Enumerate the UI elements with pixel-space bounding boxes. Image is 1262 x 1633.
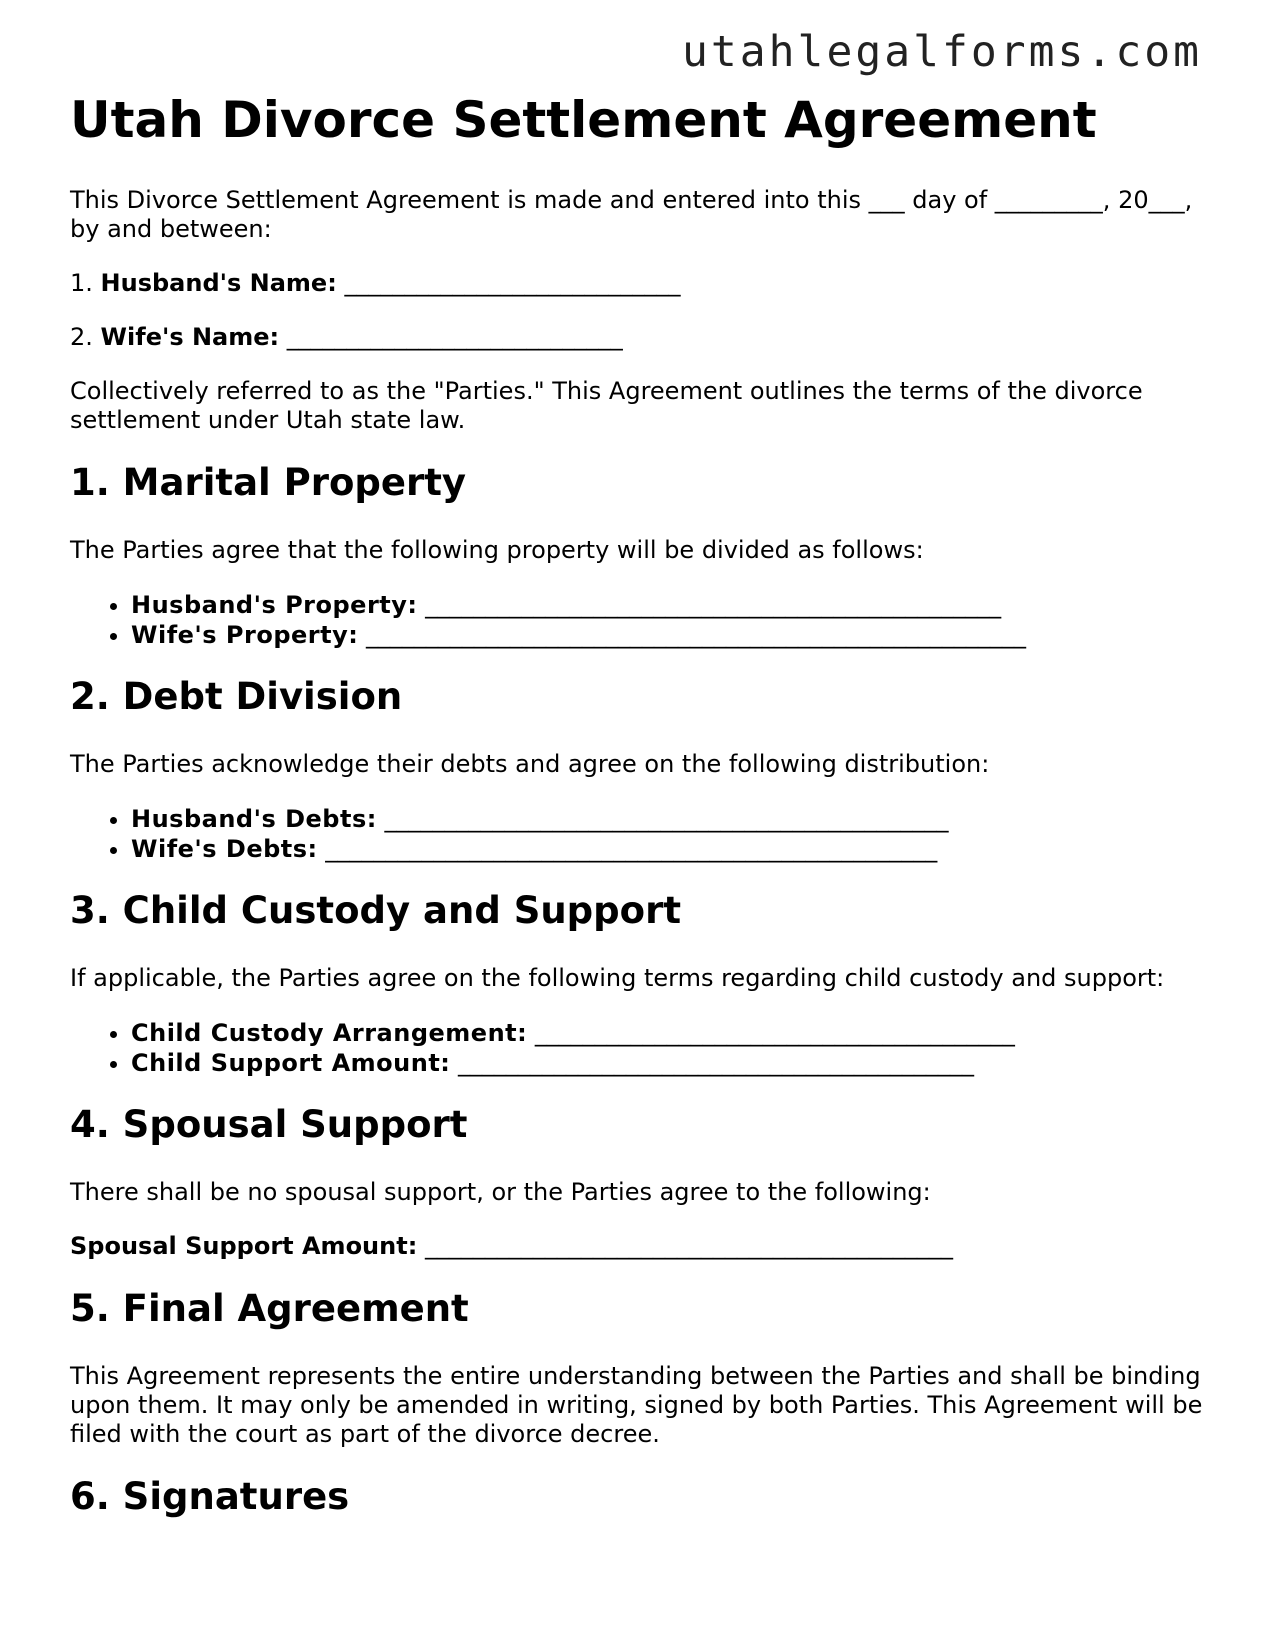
- site-watermark: utahlegalforms.com: [682, 27, 1202, 77]
- wife-property-label: Wife's Property:: [131, 621, 359, 649]
- husband-debts-field[interactable]: _______________________________________________: [384, 805, 949, 833]
- list-item: [131, 804, 1210, 834]
- husband-debts-label: Husband's Debts:: [131, 805, 377, 833]
- wife-name-number: 2.: [70, 323, 93, 351]
- section-heading-child-custody: 3. Child Custody and Support: [70, 889, 682, 932]
- list-item: [131, 834, 1210, 864]
- marital-property-text: The Parties agree that the following property will be divided as follows:: [70, 536, 924, 564]
- spousal-support-label: Spousal Support Amount:: [70, 1232, 418, 1260]
- husband-property-field[interactable]: ________________________________________________: [425, 591, 1002, 619]
- husband-name-number: 1.: [70, 269, 93, 297]
- document-title: Utah Divorce Settlement Agreement: [70, 91, 1097, 149]
- spousal-support-line: [70, 1232, 1210, 1261]
- debt-division-text: The Parties acknowledge their debts and agree on the following distribution:: [70, 750, 990, 778]
- document-page: [70, 88, 1210, 1550]
- list-item: [131, 620, 1210, 650]
- debt-division-list: [70, 804, 1210, 864]
- husband-property-label: Husband's Property:: [131, 591, 418, 619]
- wife-name-label: Wife's Name:: [100, 323, 280, 351]
- section-heading-signatures: 6. Signatures: [70, 1475, 350, 1518]
- husband-name-field[interactable]: ____________________________: [344, 269, 681, 297]
- child-custody-text: If applicable, the Parties agree on the following terms regarding child custody and support:: [70, 964, 1165, 992]
- spousal-support-text: There shall be no spousal support, or the Parties agree to the following:: [70, 1178, 931, 1206]
- spousal-support-field[interactable]: ____________________________________________: [424, 1232, 953, 1260]
- marital-property-list: [70, 590, 1210, 650]
- list-item: [131, 1018, 1210, 1048]
- child-support-field[interactable]: ___________________________________________: [458, 1049, 975, 1077]
- wife-name-field[interactable]: ____________________________: [286, 323, 623, 351]
- husband-name-label: Husband's Name:: [100, 269, 337, 297]
- list-item: [131, 1048, 1210, 1078]
- section-heading-spousal-support: 4. Spousal Support: [70, 1103, 468, 1146]
- list-item: [131, 590, 1210, 620]
- wife-debts-field[interactable]: ___________________________________________________: [325, 835, 938, 863]
- collective-paragraph: Collectively referred to as the "Parties." This Agreement outlines the terms of the divorce settlement under Utah state law.: [70, 377, 1143, 434]
- child-support-label: Child Support Amount:: [131, 1049, 451, 1077]
- section-heading-debt-division: 2. Debt Division: [70, 675, 403, 718]
- final-agreement-text: This Agreement represents the entire understanding between the Parties and shall be binding upon them. It may only be amended in writing, signed by both Parties. This Agreement will be filed with the court as part of the divorce decree.: [70, 1362, 1203, 1448]
- child-custody-list: [70, 1018, 1210, 1078]
- husband-name-line: [70, 269, 1210, 298]
- wife-property-field[interactable]: _______________________________________________________: [365, 621, 1026, 649]
- section-heading-marital-property: 1. Marital Property: [70, 461, 467, 504]
- section-heading-final-agreement: 5. Final Agreement: [70, 1287, 469, 1330]
- custody-arrangement-field[interactable]: ________________________________________: [534, 1019, 1015, 1047]
- wife-debts-label: Wife's Debts:: [131, 835, 318, 863]
- intro-paragraph: This Divorce Settlement Agreement is made and entered into this ___ day of _________, 20___, by and between:: [70, 186, 1193, 243]
- wife-name-line: [70, 323, 1210, 352]
- custody-arrangement-label: Child Custody Arrangement:: [131, 1019, 528, 1047]
